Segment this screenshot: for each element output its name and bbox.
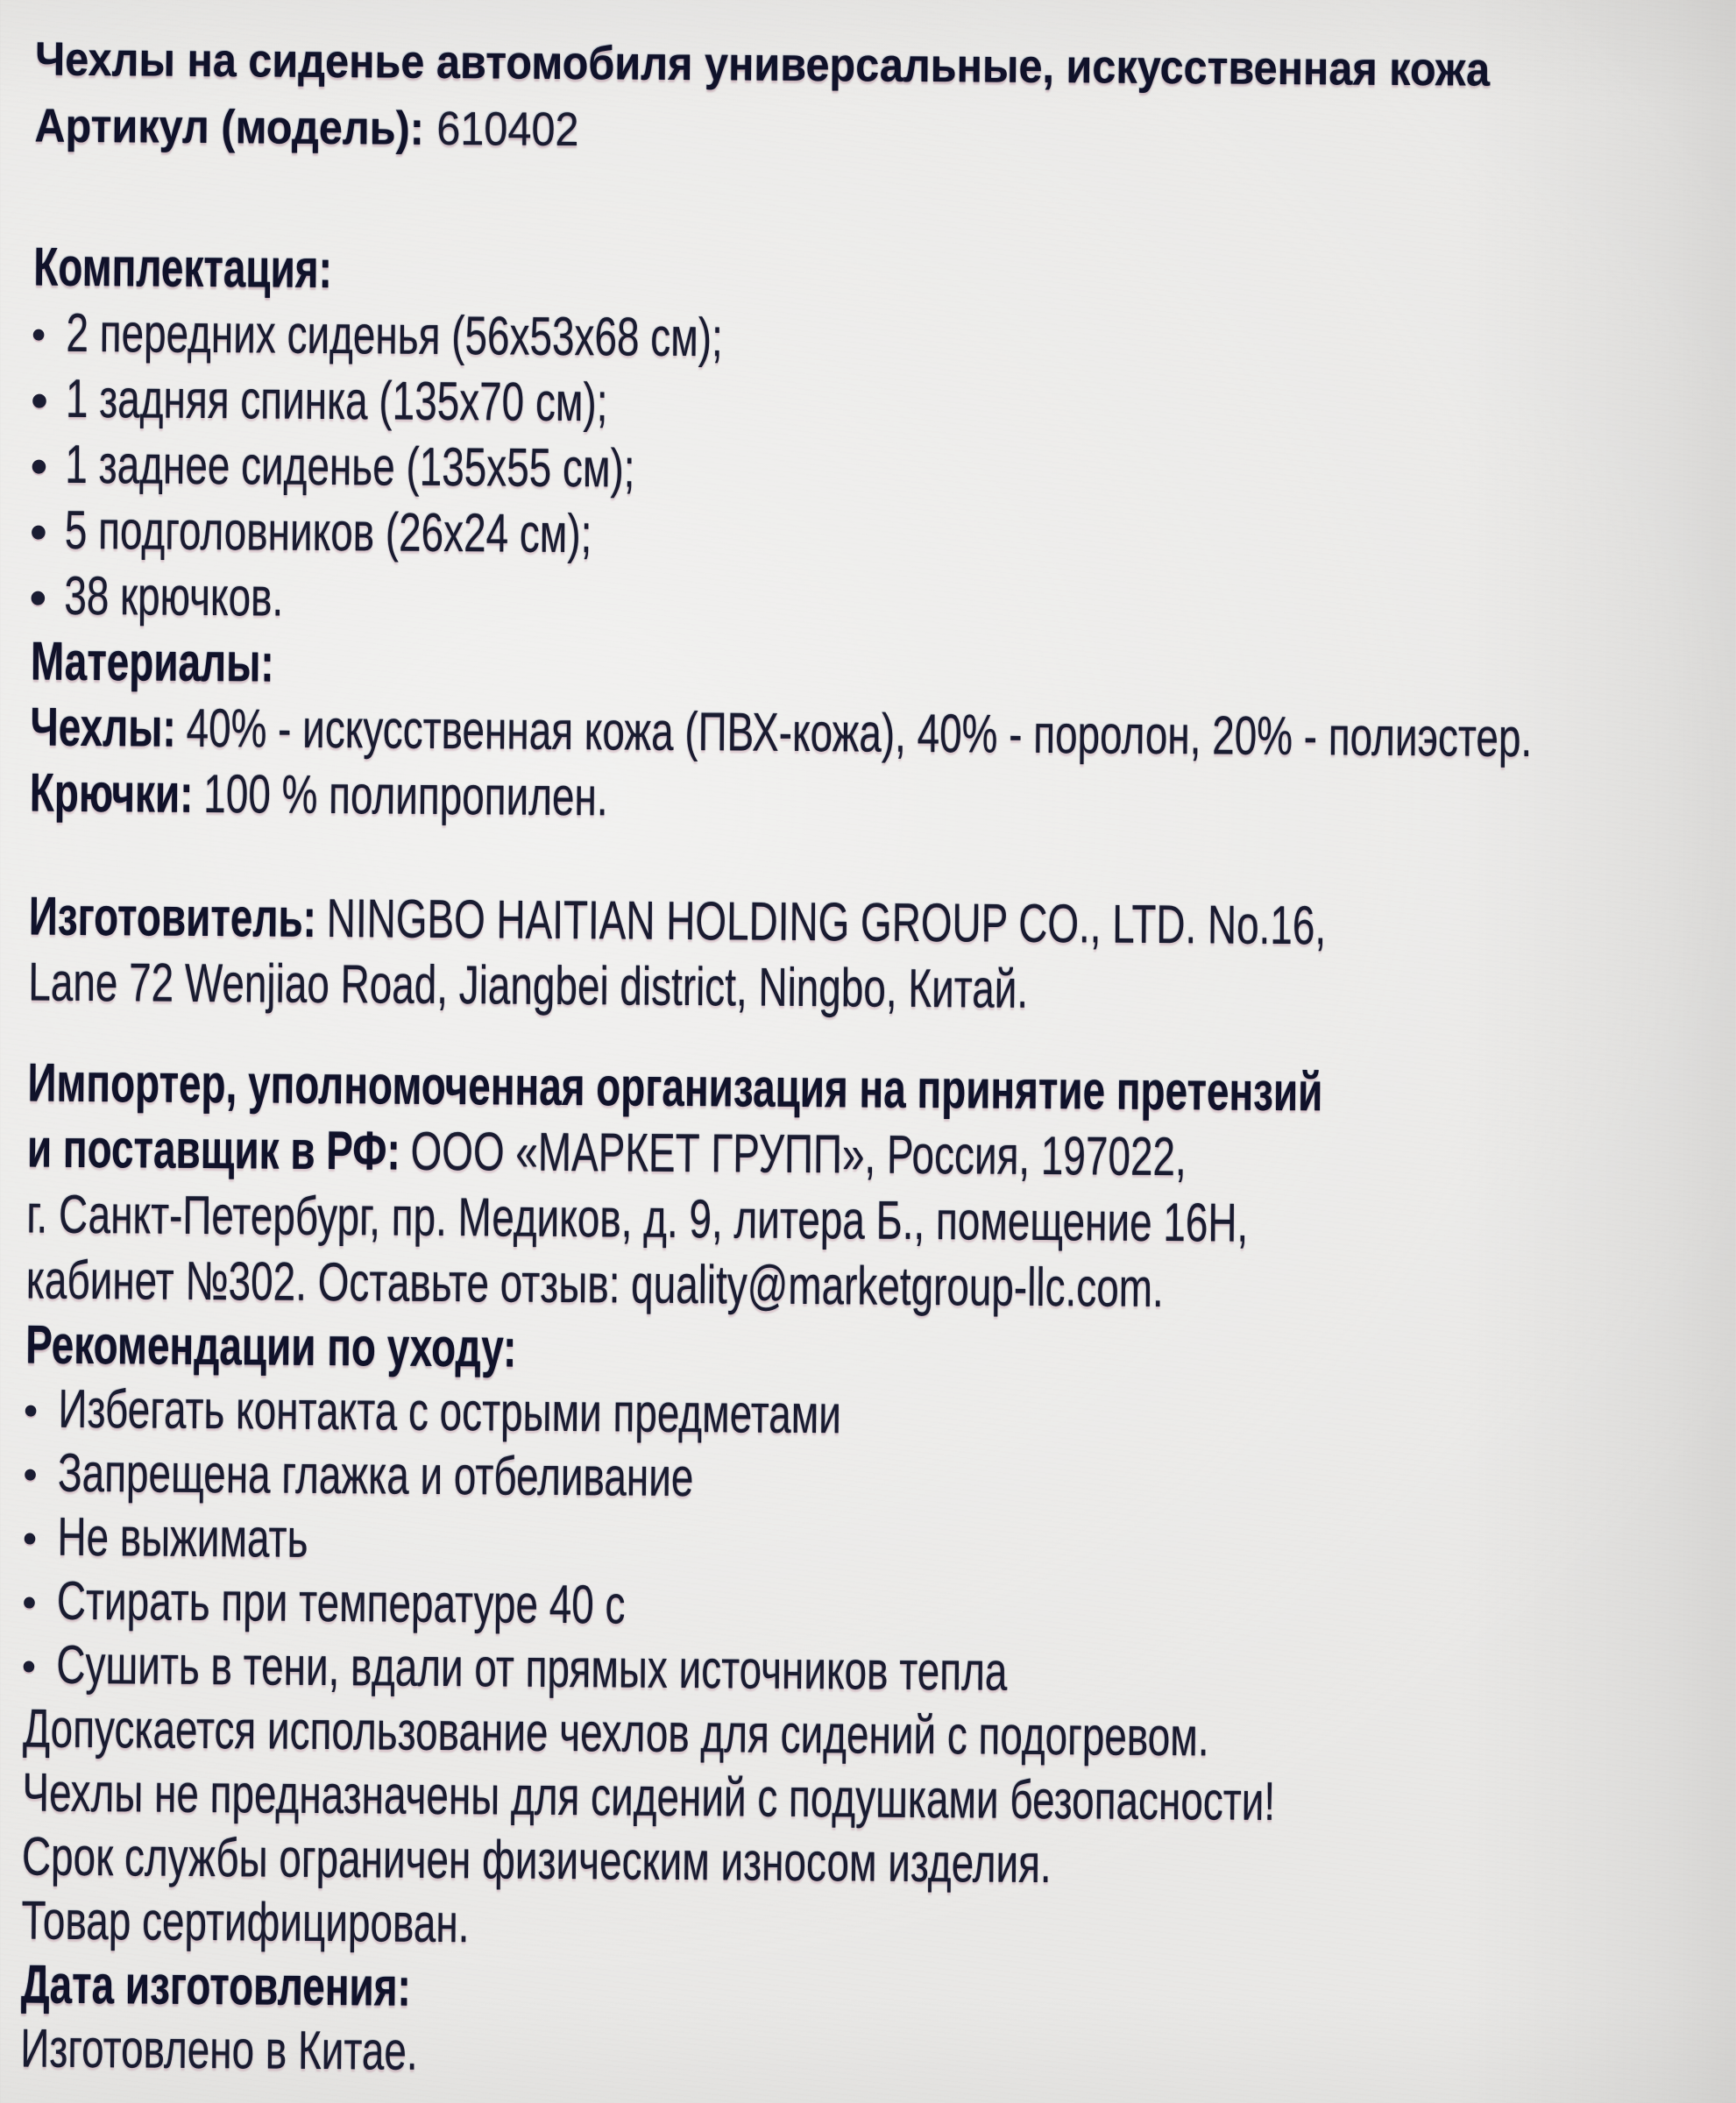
importer-line-1: Импортер, уполномоченная организация на принятие претензий: [27, 1052, 1323, 1123]
bullet-icon: [32, 525, 46, 539]
list-item: [32, 432, 1692, 510]
note-line: Товар сертифицирован.: [21, 1890, 470, 1955]
bullet-icon: [24, 1597, 35, 1609]
article-line: [34, 93, 1736, 174]
importer-line-2: [27, 1116, 1688, 1194]
care-item: [25, 1377, 1686, 1454]
kit-heading: Комплектация:: [33, 237, 333, 301]
footer-section: [20, 1953, 1736, 2098]
list-item: [32, 498, 1692, 576]
list-item-text: 38 крючков.: [64, 565, 284, 628]
date-label: Дата изготовления:: [20, 1954, 412, 2018]
manufacturer-label: Изготовитель:: [28, 886, 317, 949]
materials-hooks-line: [30, 761, 1690, 839]
importer-label: и поставщик в РФ:: [26, 1118, 401, 1182]
care-section: [23, 1313, 1736, 1714]
hooks-text: 100 % полипропилен.: [203, 763, 608, 828]
list-item: [31, 563, 1691, 641]
bullet-icon: [25, 1469, 36, 1481]
article-value: 610402: [436, 102, 579, 157]
list-item-text: 5 подголовников (26х24 см);: [64, 499, 592, 565]
bullet-icon: [24, 1661, 35, 1673]
list-item: [33, 301, 1694, 379]
manufacturer-line-2: Lane 72 Wenjiao Road, Jiangbei district, Ningbo, Китай.: [28, 952, 1029, 1020]
article-label: Артикул (модель):: [34, 99, 425, 155]
care-item-text: Не выжимать: [57, 1506, 308, 1569]
care-item-text: Запрещена глажка и отбеливание: [57, 1442, 694, 1509]
hooks-label: Крючки:: [29, 762, 194, 825]
notes-section: [21, 1697, 1736, 1970]
care-heading: Рекомендации по уходу:: [25, 1314, 517, 1379]
care-item: [25, 1441, 1685, 1518]
note-line: Чехлы не предназначены для сидений с подушками безопасности!: [22, 1762, 1276, 1832]
covers-label: Чехлы:: [30, 697, 177, 759]
list-item-text: 1 задняя спинка (135х70 см);: [65, 368, 608, 434]
note-line: Допускается использование чехлов для сидений с подогревом.: [22, 1698, 1209, 1768]
bullet-icon: [32, 393, 46, 407]
materials-heading: Материалы:: [30, 631, 274, 694]
importer-line-4: кабинет №302. Оставьте отзыв: quality@marketgroup-llc.com.: [25, 1250, 1164, 1320]
list-item: [32, 366, 1693, 444]
bullet-icon: [25, 1533, 36, 1545]
bullet-icon: [33, 329, 45, 341]
bullet-icon: [25, 1406, 37, 1417]
bullet-icon: [32, 591, 46, 605]
care-item-text: Сушить в тени, вдали от прямых источников тепла: [56, 1634, 1008, 1703]
care-item: [24, 1569, 1684, 1646]
note-line: Срок службы ограничен физическим износом изделия.: [21, 1826, 1052, 1895]
covers-text: 40% - искусственная кожа (ПВХ-кожа), 40% - поролон, 20% - полиэстер.: [186, 697, 1533, 769]
care-item: [24, 1505, 1684, 1582]
manufacturer-name: NINGBO HAITIAN HOLDING GROUP CO., LTD. No.16,: [326, 889, 1327, 957]
made-in-line: Изготовлено в Китае.: [20, 2018, 418, 2082]
materials-covers-line: [30, 695, 1690, 773]
bullet-icon: [32, 459, 46, 473]
care-item-text: Избегать контакта с острыми предметами: [58, 1378, 842, 1446]
importer-line-3: г. Санкт-Петербург, пр. Медиков, д. 9, литера Б., помещение 16Н,: [26, 1184, 1249, 1254]
page-title: Чехлы на сиденье автомобиля универсальные, искусственная кожа: [34, 32, 1491, 96]
importer-company: ООО «МАРКЕТ ГРУПП», Россия, 197022,: [410, 1121, 1187, 1188]
manufacturer-line-1: [29, 884, 1690, 962]
list-item-text: 1 заднее сиденье (135х55 см);: [65, 434, 635, 499]
care-item: [23, 1633, 1683, 1710]
list-item-text: 2 передних сиденья (56х53х68 см);: [66, 302, 724, 369]
care-item-text: Стирать при температуре 40 с: [56, 1570, 626, 1636]
